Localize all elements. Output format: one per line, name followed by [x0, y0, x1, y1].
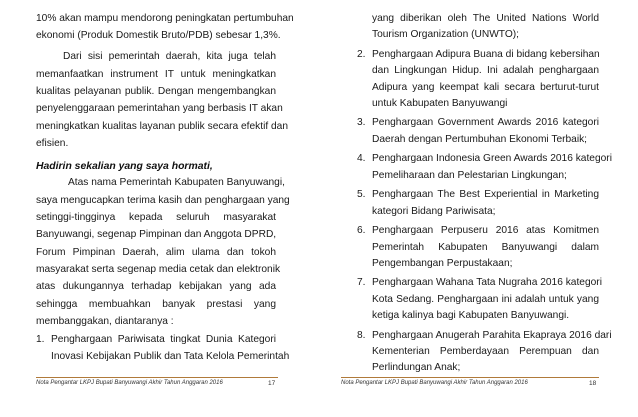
list-item-line: Pemerintah Kabupaten Banyuwangi dalam [372, 241, 599, 253]
paragraph-line: membanggakan, diantaranya : [36, 316, 174, 328]
list-item-line: dan Lingkungan Hidup. Ini adalah penghargaan [372, 65, 599, 77]
list-item-line: Penghargaan Pariwisata tingkat Dunia Kategori [51, 333, 276, 345]
list-item-line: Adipura yang keempat kali secara berturut-turut [372, 81, 599, 93]
list-number: 8. [357, 329, 366, 341]
paragraph-line: Dari sisi pemerintah daerah, kita juga telah [63, 51, 276, 63]
list-number: 6. [357, 225, 366, 237]
paragraph-line: meningkatkan kualitas layanan publik secara efektif dan [36, 120, 289, 132]
list-item-line: Penghargaan Perpuseru 2016 atas Komitmen [372, 225, 599, 237]
list-number: 1. [36, 333, 45, 345]
list-item-line: untuk Kabupaten Banyuwangi [372, 97, 508, 109]
list-item-line: Pemeliharaan dan Pelestarian Lingkungan; [372, 169, 567, 181]
paragraph-line: penyelenggaraan pemerintahan yang berbasis IT akan [36, 103, 283, 115]
paragraph-line: memanfaatkan instrument IT untuk meningkatkan [36, 68, 276, 80]
paragraph-line: sehingga membuahkan banyak prestasi yang [36, 298, 276, 310]
list-item-line: Penghargaan The Best Experiential in Marketing [372, 189, 599, 201]
list-item-line: Penghargaan Government Awards 2016 kategori [372, 117, 599, 129]
paragraph-line: masyarakat serta segenap media cetak dan elektronik [36, 264, 281, 276]
list-number: 2. [357, 48, 366, 60]
footer-rule [341, 377, 599, 378]
footer-rule [36, 377, 278, 378]
footer-text: Nota Pengantar LKPJ Bupati Banyuwangi Akhir Tahun Anggaran 2016 [341, 380, 528, 386]
list-item-line: Penghargaan Adipura Buana di bidang kebersihan [372, 48, 600, 60]
list-number: 5. [357, 189, 366, 201]
paragraph-line: efisien. [36, 138, 69, 150]
footer-text: Nota Pengantar LKPJ Bupati Banyuwangi Akhir Tahun Anggaran 2016 [36, 380, 223, 386]
paragraph-line: ekonomi (Produk Domestik Bruto/PDB) sebesar 1,3%. [36, 30, 281, 42]
paragraph-line: saya mengucapkan terima kasih dan penghargaan yang [36, 194, 290, 206]
list-item-line: Tourism Organization (UNWTO); [372, 29, 519, 41]
list-number: 3. [357, 117, 366, 129]
list-item-line: Penghargaan Anugerah Parahita Ekapraya 2016 dari [372, 329, 612, 341]
page-number: 17 [268, 380, 276, 387]
paragraph-line: atas dukungannya terhadap kebijakan yang ada [36, 281, 276, 293]
section-heading: Hadirin sekalian yang saya hormati, [36, 160, 213, 172]
list-item-line: ketiga kalinya bagi Kabupaten Banyuwangi. [372, 310, 570, 322]
list-item-line: Daerah dengan Pertumbuhan Ekonomi Terbaik; [372, 133, 588, 145]
list-item-line: kategori Bidang Pariwisata; [372, 205, 496, 217]
page-18 [319, 0, 638, 417]
paragraph-line: Banyuwangi, segenap Pimpinan dan Anggota DPRD, [36, 229, 277, 241]
page-number: 18 [589, 380, 597, 387]
paragraph-line: kualitas pelayanan publik. Dengan mengembangkan [36, 85, 276, 97]
paragraph-line: 10% akan mampu mendorong peningkatan pertumbuhan [36, 13, 294, 24]
list-item-line: Perlindungan Anak; [372, 362, 461, 374]
list-item-line: Kementerian Pemberdayaan Perempuan dan [372, 346, 599, 358]
right-page-body [319, 0, 638, 417]
list-number: 4. [357, 153, 366, 165]
list-item-line: Kota Sedang. Penghargaan ini adalah untuk yang [372, 293, 599, 305]
list-item-line: Penghargaan Indonesia Green Awards 2016 kategori [372, 153, 612, 165]
list-item-line: yang diberikan oleh The United Nations World [372, 13, 599, 24]
list-number: 7. [357, 277, 366, 289]
paragraph-line: Forum Pimpinan Daerah, alim ulama dan tokoh [36, 246, 276, 258]
paragraph-line: setinggi-tingginya kepada seluruh masyarakat [36, 211, 276, 223]
list-item-line: Inovasi Kebijakan Publik dan Tata Kelola Pemerintah [51, 351, 290, 362]
list-item-line: Penghargaan Wahana Tata Nugraha 2016 kategori [372, 277, 602, 289]
list-item-line: Pengembangan Perpustakaan; [372, 257, 513, 269]
paragraph-line: Atas nama Pemerintah Kabupaten Banyuwangi, [68, 177, 285, 189]
